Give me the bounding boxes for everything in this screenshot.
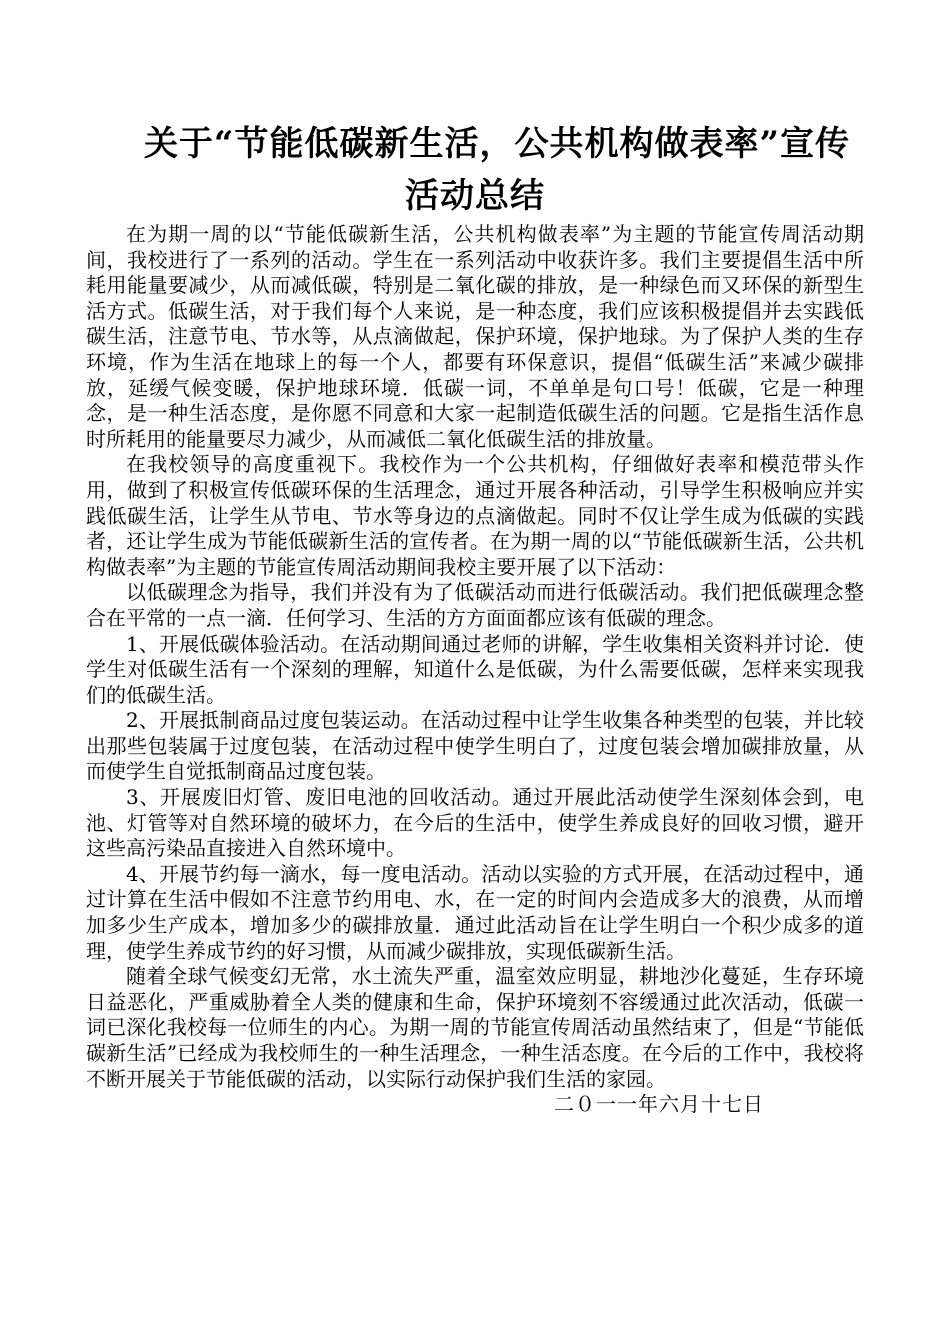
paragraph-activity-1: 1、开展低碳体验活动。在活动期间通过老师的讲解，学生收集相关资料并讨论．使学生对低碳生活有一个深刻的理解，知道什么是低碳，为什么需要低碳，怎样来实现我们的低碳生活。 [86, 631, 864, 707]
document-page [86, 118, 864, 1118]
paragraph-activity-3: 3、开展废旧灯管、废旧电池的回收活动。通过开展此活动使学生深刻体会到，电池、灯管等对自然环境的破坏力，在今后的生活中，使学生养成良好的回收习惯，避开这些高污染品直接进入自然环境中。 [86, 785, 864, 861]
paragraph-conclusion: 随着全球气候变幻无常，水土流失严重，温室效应明显，耕地沙化蔓延，生存环境日益恶化，严重威胁着全人类的健康和生命，保护环境刻不容缓通过此次活动，低碳一词已深化我校每一位师生的内心。为期一周的节能宣传周活动虽然结束了，但是“节能低碳新生活”已经成为我校师生的一种生活理念，一种生活态度。在今后的工作中，我校将不断开展关于节能低碳的活动，以实际行动保护我们生活的家园。 [86, 964, 864, 1091]
document-title [86, 118, 864, 222]
title-line-1: 关于“节能低碳新生活，公共机构做表率”宣传 [143, 124, 851, 164]
title-line-2: 活动总结 [405, 176, 545, 216]
paragraph-activity-4: 4、开展节约每一滴水，每一度电活动。活动以实验的方式开展，在活动过程中，通过计算在生活中假如不注意节约用电、水，在一定的时间内会造成多大的浪费，从而增加多少生产成本，增加多少的碳排放量．通过此活动旨在让学生明白一个积少成多的道理，使学生养成节约的好习惯，从而减少碳排放，实现低碳新生活。 [86, 861, 864, 963]
paragraph-concept: 以低碳理念为指导，我们并没有为了低碳活动而进行低碳活动。我们把低碳理念整合在平常的一点一滴．任何学习、生活的方方面面都应该有低碳的理念。 [86, 580, 864, 630]
paragraph-intro: 在为期一周的以“节能低碳新生活，公共机构做表率”为主题的节能宣传周活动期间，我校进行了一系列的活动。学生在一系列活动中收获许多。我们主要提倡生活中所耗用能量要减少，从而减低碳，特别是二氧化碳的排放，是一种绿色而又环保的新型生活方式。低碳生活，对于我们每个人来说，是一种态度，我们应该积极提倡并去实践低碳生活，注意节电、节水等，从点滴做起，保护环境，保护地球。为了保护人类的生存环境，作为生活在地球上的每一个人，都要有环保意识，提倡“低碳生活”来减少碳排放，延缓气候变暖，保护地球环境．低碳一词，不单单是句口号！低碳，它是一种理念，是一种生活态度，是你愿不同意和大家一起制造低碳生活的问题。它是指生活作息时所耗用的能量要尽力减少，从而减低二氧化低碳生活的排放量。 [86, 222, 864, 451]
document-body [86, 222, 864, 1118]
document-date: 二０一一年六月十七日 [554, 1092, 764, 1117]
paragraph-leadership: 在我校领导的高度重视下。我校作为一个公共机构，仔细做好表率和模范带头作用，做到了积极宣传低碳环保的生活理念，通过开展各种活动，引导学生积极响应并实践低碳生活，让学生从节电、节水等身边的点滴做起。同时不仅让学生成为低碳的实践者，还让学生成为节能低碳新生活的宣传者。在为期一周的以“节能低碳新生活，公共机构做表率”为主题的节能宣传周活动期间我校主要开展了以下活动： [86, 452, 864, 579]
paragraph-activity-2: 2、开展抵制商品过度包装运动。在活动过程中让学生收集各种类型的包装，并比较出那些包装属于过度包装，在活动过程中使学生明白了，过度包装会增加碳排放量，从而使学生自觉抵制商品过度包装。 [86, 708, 864, 784]
